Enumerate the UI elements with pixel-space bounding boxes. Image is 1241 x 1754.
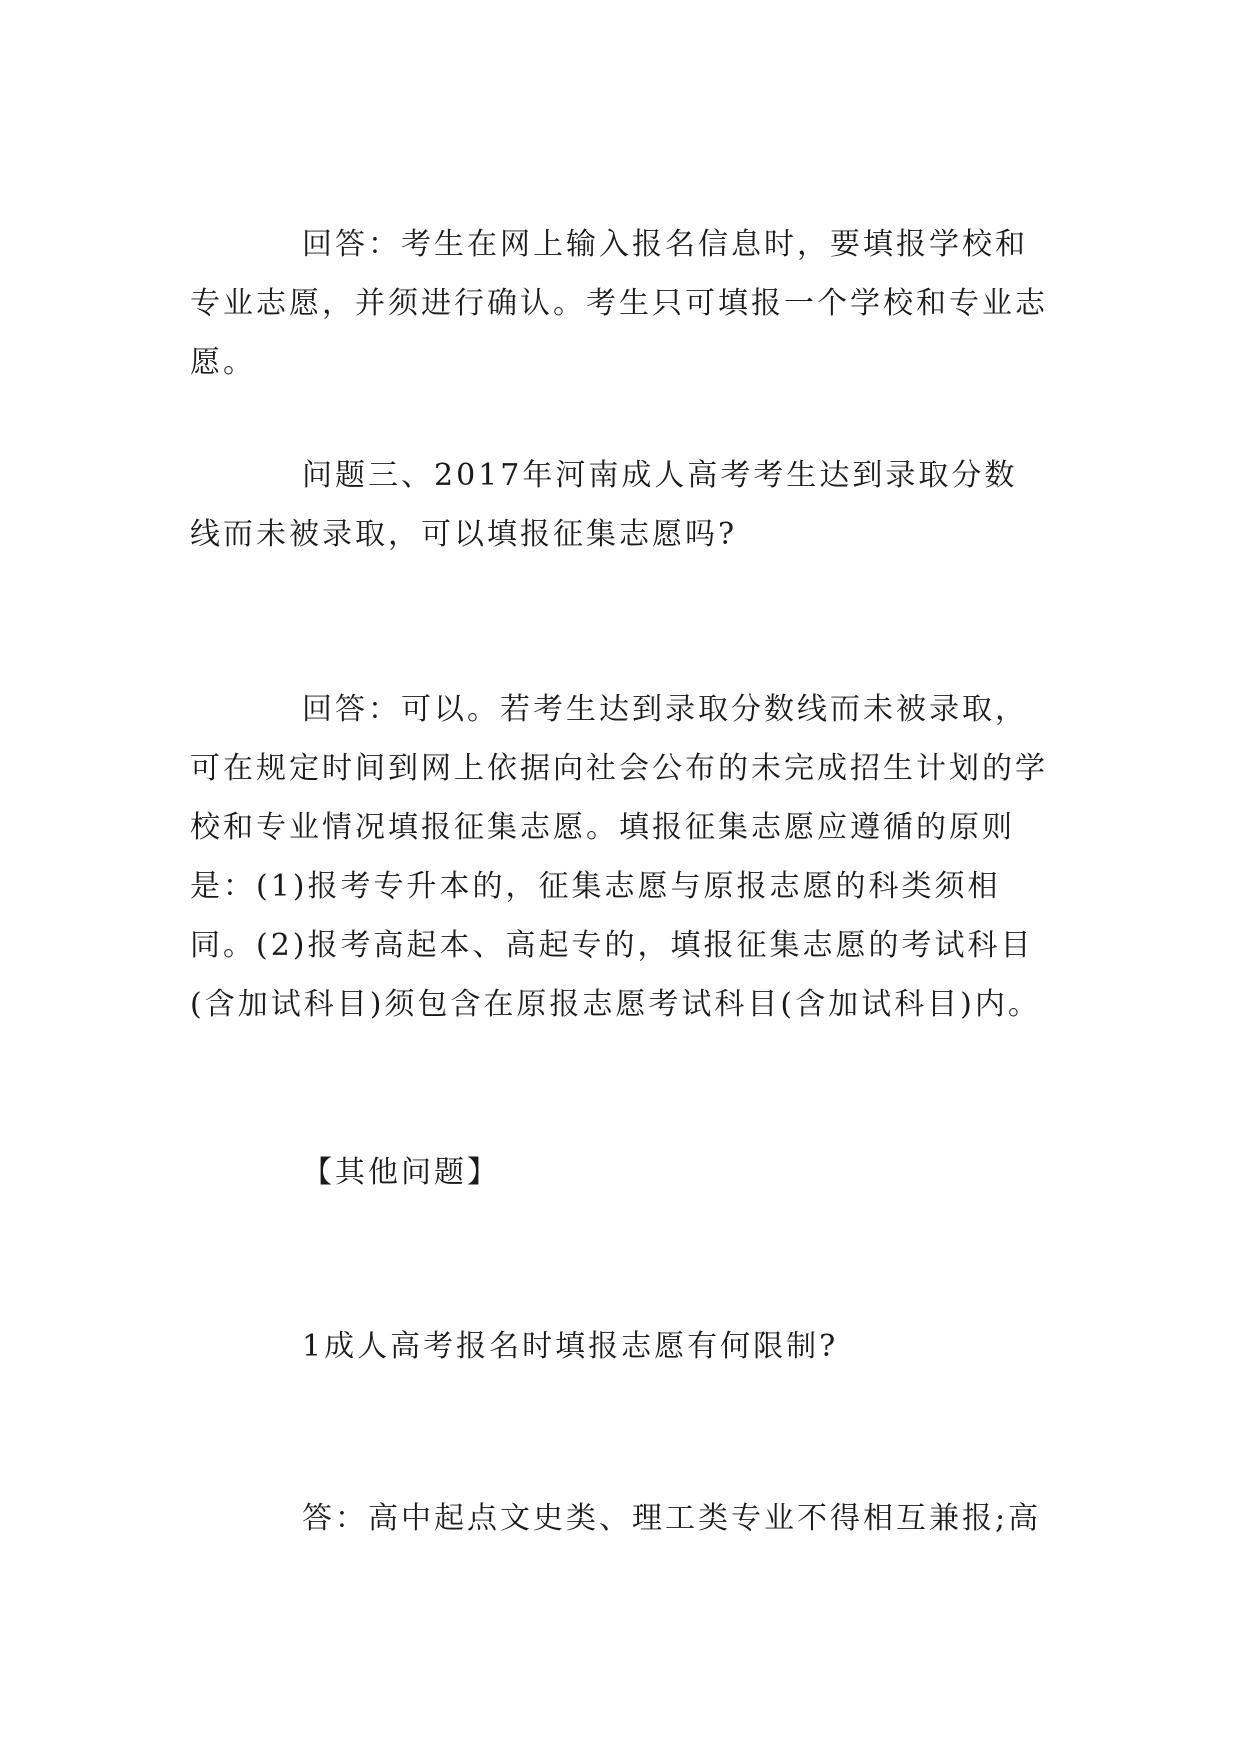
question-3-paragraph: 问题三、2017年河南成人高考考生达到录取分数线而未被录取，可以填报征集志愿吗? (190, 458, 1018, 552)
answer-paragraph-1b: 答：高中起点文史类、理工类专业不得相互兼报;高 (302, 1501, 1042, 1536)
section-heading-other-questions: 【其他问题】 (302, 1155, 500, 1190)
answer-paragraph-1: 回答：考生在网上输入报名信息时，要填报学校和专业志愿，并须进行确认。考生只可填报一个学校和专业志愿。 (190, 227, 1048, 380)
answer-paragraph-3: 回答：可以。若考生达到录取分数线而未被录取，可在规定时间到网上依据向社会公布的未完成招生计划的学校和专业情况填报征集志愿。填报征集志愿应遵循的原则是：(1)报考专升本的，征集志愿与原报志愿的科类须相同。(2)报考高起本、高起专的，填报征集志愿的考试科目(含加试科目)须包含在原报志愿考试科目(含加试科目)内。 (190, 692, 1048, 1022)
question-1-paragraph: 1成人高考报名时填报志愿有何限制? (302, 1329, 839, 1364)
